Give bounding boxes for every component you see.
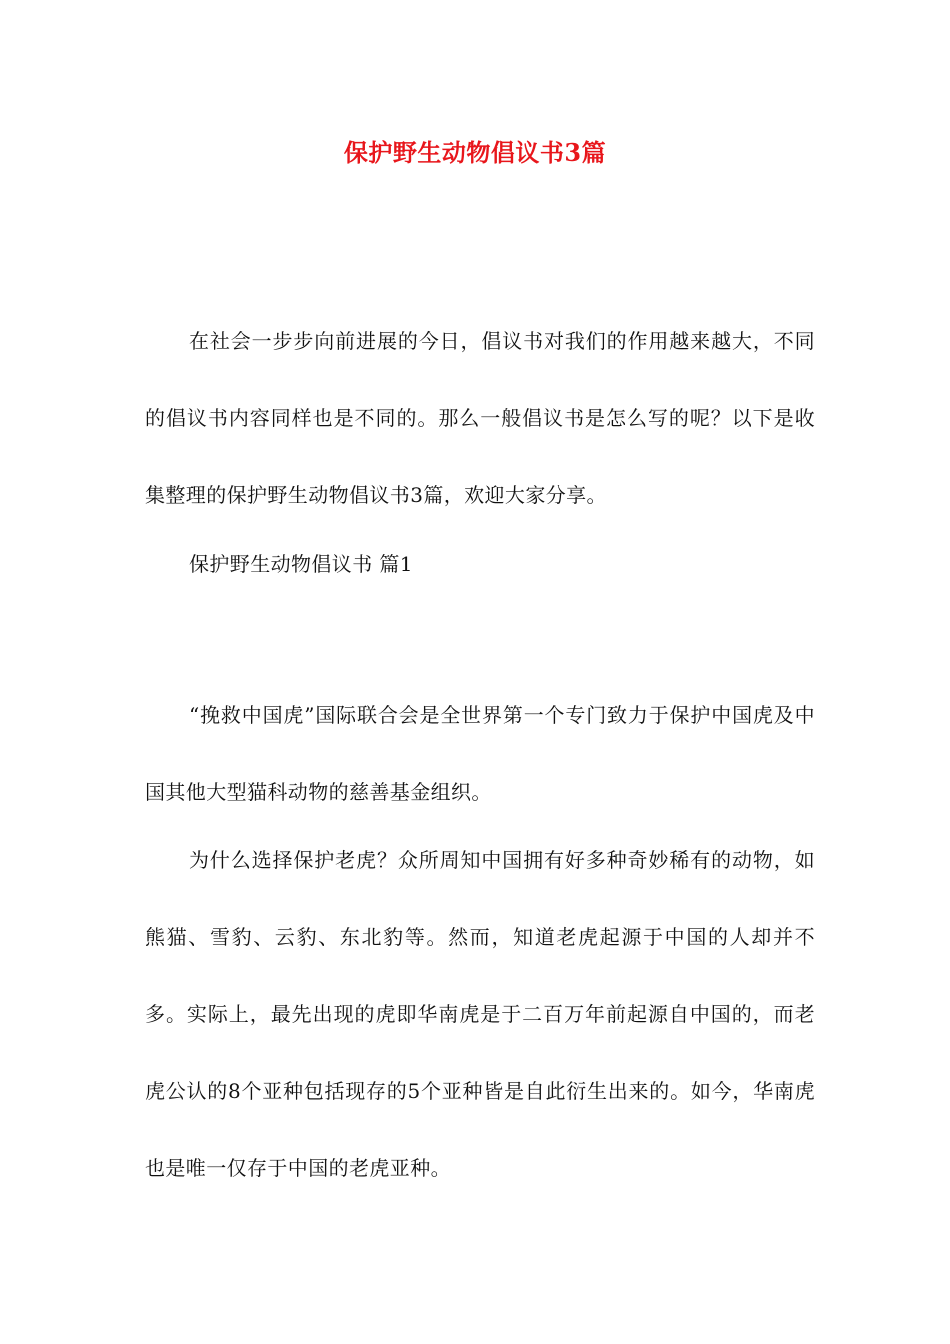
section-heading <box>145 526 815 603</box>
section-heading-text: 保护野生动物倡议书 篇1 <box>189 552 413 576</box>
intro-text: 在社会一步步向前进展的今日，倡议书对我们的作用越来越大，不同的倡议书内容同样也是不同的。那么一般倡议书是怎么写的呢？以下是收集整理的保护野生动物倡议书3篇，欢迎大家分享。 <box>145 329 815 507</box>
why-tiger-paragraph <box>145 822 815 1207</box>
tiger-union-paragraph <box>145 677 815 831</box>
document-title: 保护野生动物倡议书3篇 <box>343 138 607 167</box>
why-tiger-text: 为什么选择保护老虎？众所周知中国拥有好多种奇妙稀有的动物，如熊猫、雪豹、云豹、东北豹等。然而，知道老虎起源于中国的人却并不多。实际上，最先出现的虎即华南虎是于二百万年前起源自中国的，而老虎公认的8个亚种包括现存的5个亚种皆是自此衍生出来的。如今，华南虎也是唯一仅存于中国的老虎亚种。 <box>145 848 815 1180</box>
intro-paragraph <box>145 303 815 534</box>
tiger-union-text: “挽救中国虎”国际联合会是全世界第一个专门致力于保护中国虎及中国其他大型猫科动物的慈善基金组织。 <box>145 703 815 804</box>
